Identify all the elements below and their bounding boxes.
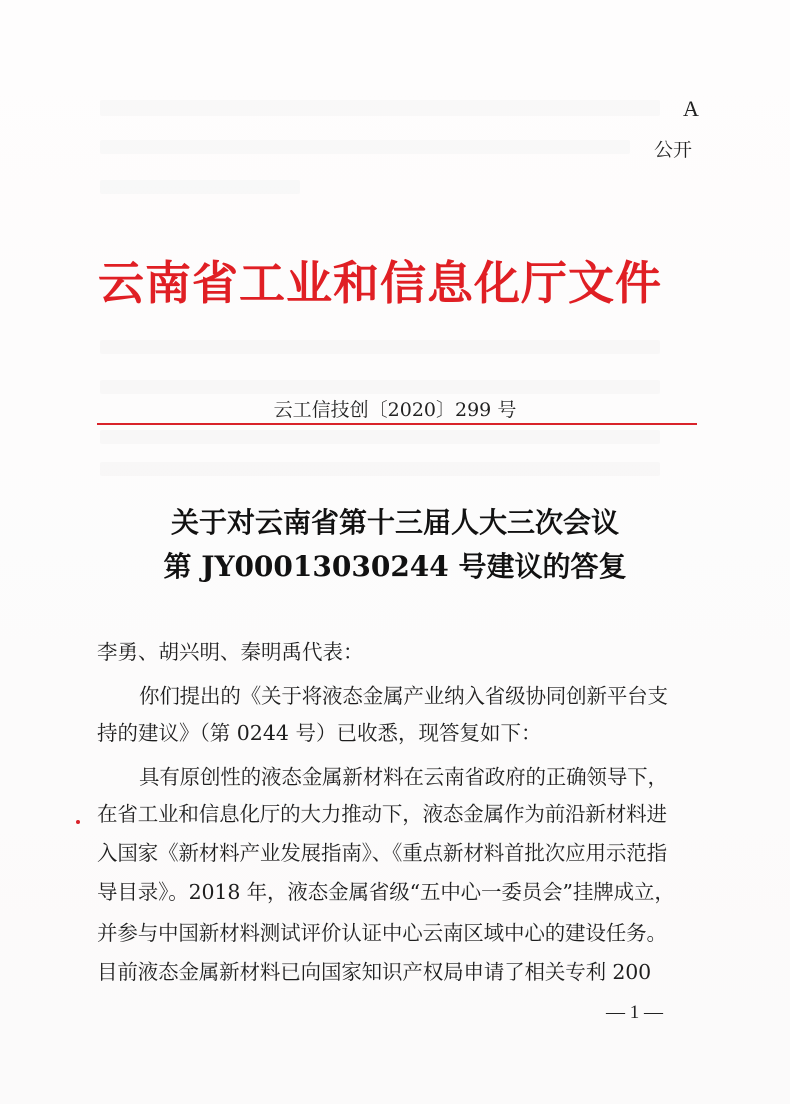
bleed-through-1 [100,100,660,116]
bleed-through-5 [100,380,660,394]
paragraph-1-line-2: 持的建议》（第 0244 号）已收悉，现答复如下： [97,721,542,745]
document-title-line-2: 第 JY00013030244 号建议的答复 [163,550,627,583]
bleed-through-4 [100,340,660,354]
bleed-through-3 [100,180,300,194]
grade-mark: A [683,96,699,121]
paragraph-2-line-5: 并参与中国新材料测试评价认证中心云南区域中心的建设任务。 [97,921,667,945]
red-divider-rule [97,423,697,425]
paragraph-2-line-6: 目前液态金属新材料已向国家知识产权局申请了相关专利 200 [97,960,652,984]
page-number: — 1 — [606,1002,663,1023]
document-title-line-1: 关于对云南省第十三届人大三次会议 [170,506,619,539]
paragraph-2-line-1: 具有原创性的液态金属新材料在云南省政府的正确领导下， [139,765,668,789]
bleed-through-7 [100,462,660,476]
issuer-header-title: 云南省工业和信息化厅文件 [98,256,662,310]
paragraph-2-line-4: 导目录》。2018 年，液态金属省级“五中心一委员会”挂牌成立， [97,880,675,904]
paragraph-2-line-3: 入国家《新材料产业发展指南》、《重点新材料首批次应用示范指 [97,841,667,865]
paragraph-2-line-2: 在省工业和信息化厅的大力推动下，液态金属作为前沿新材料进 [97,802,667,826]
bleed-through-6 [100,430,660,444]
disclosure-mark: 公开 [654,139,693,161]
bleed-through-2 [100,140,630,154]
document-number: 云工信技创〔2020〕299 号 [273,399,517,421]
salutation: 李勇、胡兴明、秦明禹代表： [97,640,364,664]
stray-red-mark [76,820,80,824]
paragraph-1-line-1: 你们提出的《关于将液态金属产业纳入省级协同创新平台支 [139,684,668,708]
